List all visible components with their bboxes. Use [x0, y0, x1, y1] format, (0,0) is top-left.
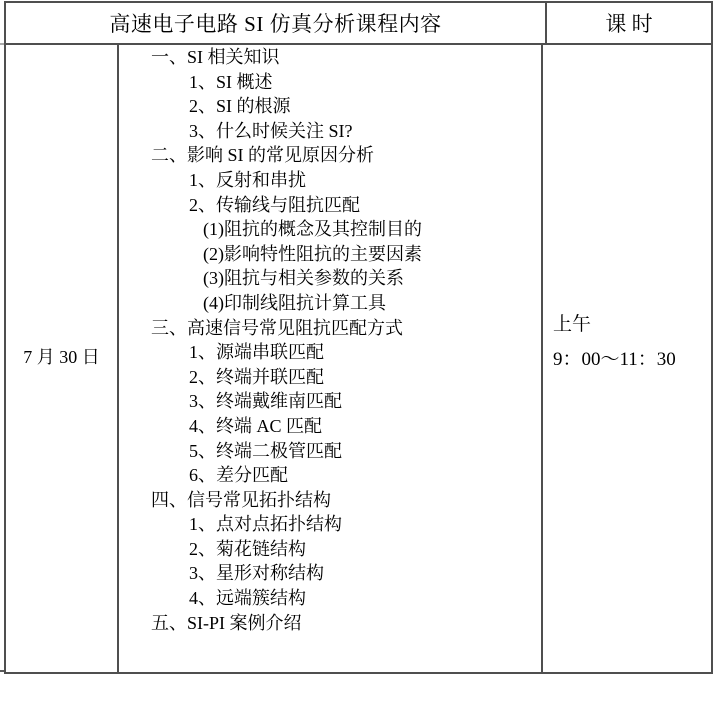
table-header-row	[6, 3, 711, 45]
content-line: 2、终端并联匹配	[189, 366, 324, 387]
table-title: 高速电子电路 SI 仿真分析课程内容	[6, 3, 547, 43]
content-line: 3、星形对称结构	[189, 563, 324, 584]
content-line: 1、点对点拓扑结构	[189, 514, 342, 535]
content-line: 1、反射和串扰	[189, 169, 306, 190]
content-line: (3)阻抗与相关参数的关系	[203, 268, 404, 289]
hours-column-header: 课 时	[605, 12, 653, 36]
session-cell	[543, 45, 711, 672]
content-line: 3、终端戴维南匹配	[189, 391, 342, 412]
content-line: 3、什么时候关注 SI?	[189, 120, 353, 141]
session-period: 上午	[553, 314, 592, 335]
content-line: 1、SI 概述	[189, 71, 273, 92]
content-line: 4、远端簇结构	[189, 588, 306, 609]
session-time: 9：00～11：30	[553, 349, 676, 370]
content-line: 二、影响 SI 的常见原因分析	[151, 145, 375, 166]
content-line: (1)阻抗的概念及其控制目的	[203, 219, 422, 240]
course-content-cell	[119, 45, 543, 672]
content-line: 2、菊花链结构	[189, 538, 306, 559]
content-line: 4、终端 AC 匹配	[189, 415, 323, 436]
content-line: 一、SI 相关知识	[151, 47, 280, 67]
content-line: 6、差分匹配	[189, 465, 288, 486]
content-line: (2)影响特性阻抗的主要因素	[203, 243, 422, 264]
content-line: 四、信号常见拓扑结构	[151, 489, 331, 510]
content-line: 5、终端二极管匹配	[189, 440, 342, 461]
course-schedule-table	[4, 1, 713, 674]
date-cell: 7 月 30 日	[6, 45, 119, 672]
content-line: 三、高速信号常见阻抗匹配方式	[151, 317, 403, 338]
content-line: 五、SI-PI 案例介绍	[151, 612, 302, 633]
content-line: 2、传输线与阻抗匹配	[189, 194, 360, 215]
content-line: 1、源端串联匹配	[189, 342, 324, 363]
content-line: (4)印制线阻抗计算工具	[203, 292, 386, 313]
content-line: 2、SI 的根源	[189, 96, 291, 117]
table-row	[6, 45, 711, 672]
